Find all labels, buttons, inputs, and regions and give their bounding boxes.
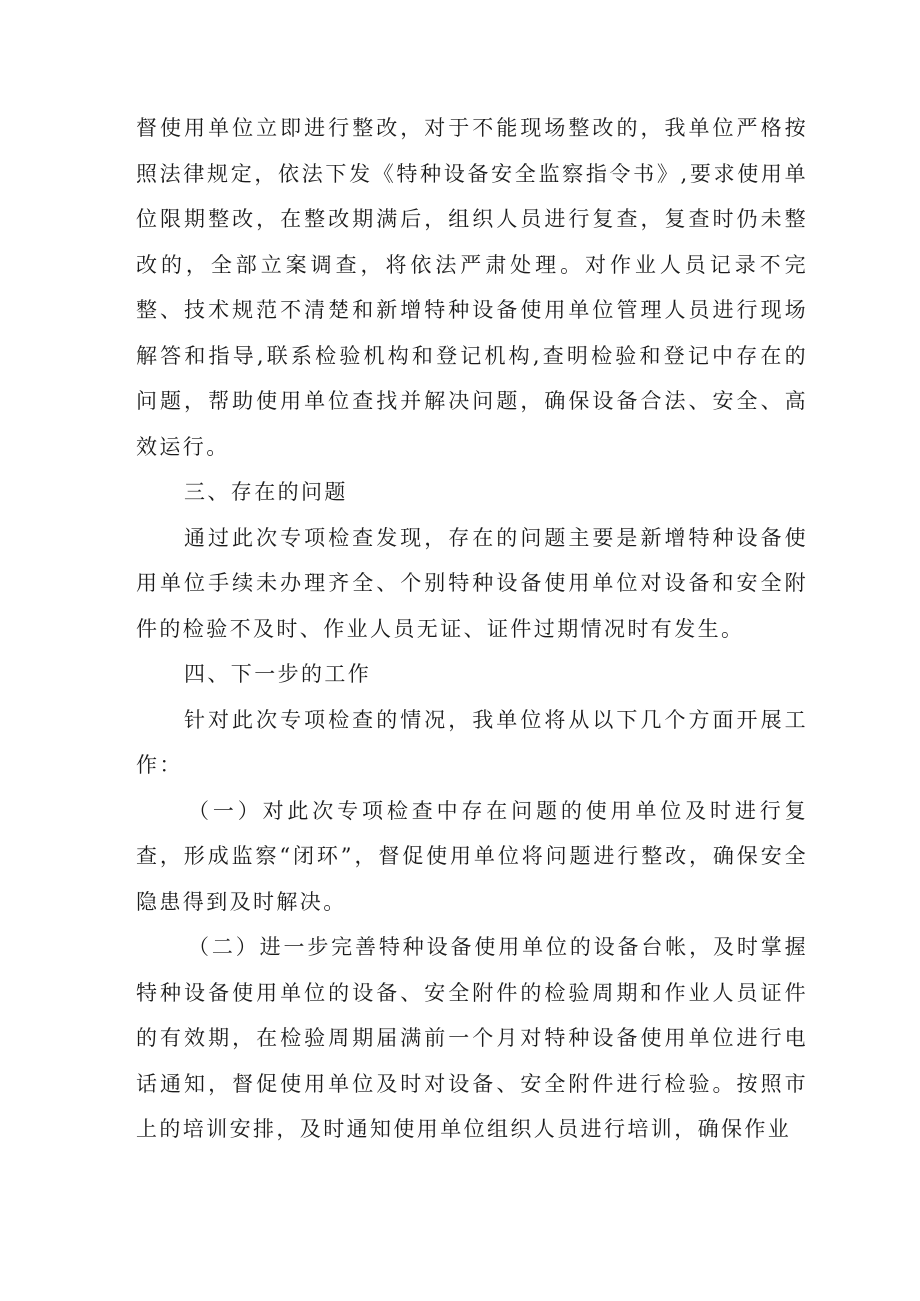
- document-body: [136, 106, 808, 1153]
- paragraph-problems-found: 通过此次专项检查发现，存在的问题主要是新增特种设备使用单位手续未办理齐全、个别特种设备使用单位对设备和安全附件的检验不及时、作业人员无证、证件过期情况时有发生。: [136, 525, 808, 641]
- paragraph-continued-rectification: 督使用单位立即进行整改，对于不能现场整改的，我单位严格按照法律规定，依法下发《特种设备安全监察指令书》,要求使用单位限期整改，在整改期满后，组织人员进行复查，复查时仍未整改的，全部立案调查，将依法严肃处理。对作业人员记录不完整、技术规范不清楚和新增特种设备使用单位管理人员进行现场解答和指导,联系检验机构和登记机构,查明检验和登记中存在的问题，帮助使用单位查找并解决问题，确保设备合法、安全、高效运行。: [136, 116, 808, 459]
- paragraph-item-two: （二）进一步完善特种设备使用单位的设备台帐，及时掌握特种设备使用单位的设备、安全附件的检验周期和作业人员证件的有效期，在检验周期届满前一个月对特种设备使用单位进行电话通知，督促使用单位及时对设备、安全附件进行检验。按照市上的培训安排，及时通知使用单位组织人员进行培训，确保作业: [136, 935, 808, 1141]
- section-heading-next-steps: 四、下一步的工作: [184, 662, 372, 686]
- paragraph-item-one: （一）对此次专项检查中存在问题的使用单位及时进行复查，形成监察“闭环”，督促使用单位将问题进行整改，确保安全隐患得到及时解决。: [136, 798, 808, 914]
- section-heading-problems: 三、存在的问题: [184, 480, 348, 504]
- paragraph-next-steps-intro: 针对此次专项检查的情况，我单位将从以下几个方面开展工作：: [136, 707, 808, 777]
